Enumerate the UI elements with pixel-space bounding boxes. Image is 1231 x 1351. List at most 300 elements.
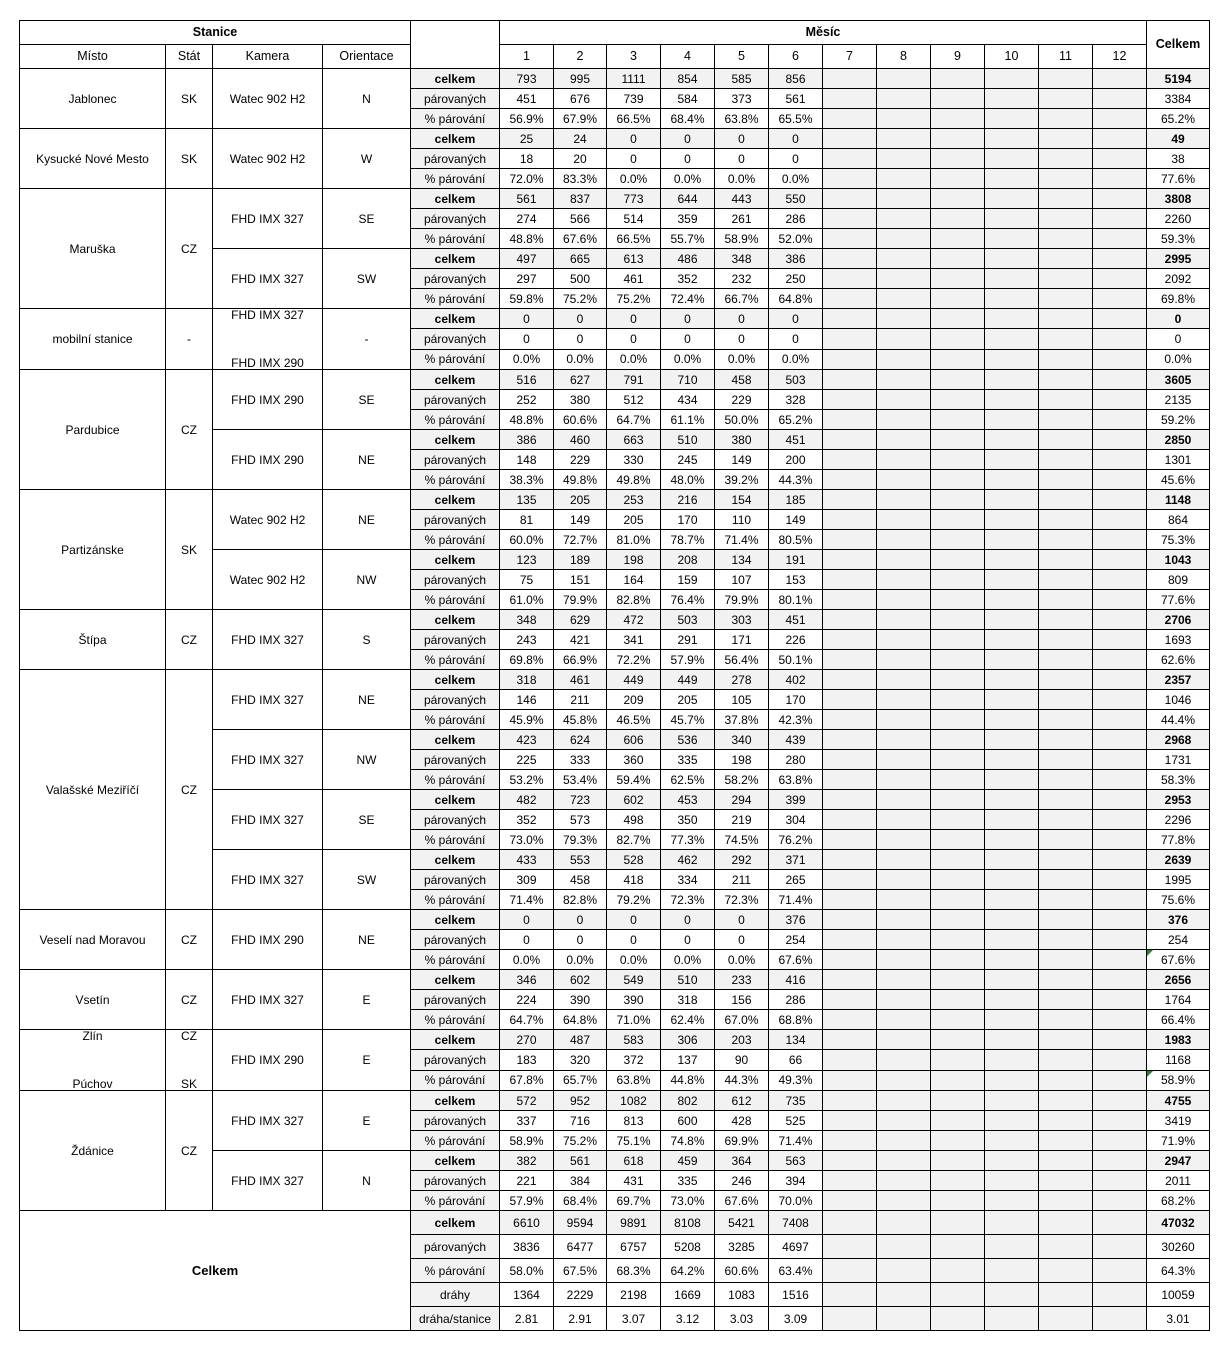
value-cell: 78.7% (661, 530, 715, 550)
month-header-2: 2 (554, 45, 607, 69)
empty-month-cell (823, 109, 877, 129)
empty-month-cell (1093, 1010, 1147, 1030)
empty-month-cell (1039, 570, 1093, 590)
value-cell: 802 (661, 1091, 715, 1111)
row-total: 1693 (1147, 630, 1210, 650)
value-cell: 49.3% (769, 1070, 823, 1090)
value-cell: 24 (554, 129, 607, 149)
value-cell: 318 (661, 990, 715, 1010)
empty-month-cell (877, 269, 931, 289)
value-cell: 71.4% (769, 890, 823, 910)
value-cell: 148 (500, 450, 554, 470)
value-cell: 0 (500, 309, 554, 329)
empty-month-cell (877, 1171, 931, 1191)
empty-month-cell (877, 630, 931, 650)
empty-month-cell (1039, 1283, 1093, 1307)
empty-month-cell (985, 490, 1039, 510)
value-cell: 253 (607, 490, 661, 510)
orientation-cell: SW (323, 850, 411, 910)
value-cell: 67.6% (554, 229, 607, 249)
value-cell: 453 (661, 790, 715, 810)
value-cell: 66.5% (607, 109, 661, 129)
value-cell: 67.6% (769, 950, 823, 970)
empty-month-cell (1039, 129, 1093, 149)
value-cell: 0.0% (769, 349, 823, 369)
value-cell: 352 (500, 810, 554, 830)
value-cell: 252 (500, 390, 554, 410)
empty-month-cell (985, 650, 1039, 670)
empty-month-cell (1039, 370, 1093, 390)
row-label: % párování (411, 1259, 500, 1283)
value-cell: 304 (769, 810, 823, 830)
empty-month-cell (985, 510, 1039, 530)
empty-month-cell (931, 570, 985, 590)
empty-month-cell (823, 990, 877, 1010)
empty-month-cell (823, 850, 877, 870)
value-cell: 676 (554, 89, 607, 109)
empty-month-cell (985, 430, 1039, 450)
empty-month-cell (985, 1171, 1039, 1191)
row-total: 2953 (1147, 790, 1210, 810)
camera-name: FHD IMX 327 (231, 692, 304, 707)
empty-month-cell (931, 470, 985, 490)
empty-month-cell (823, 149, 877, 169)
value-cell: 170 (661, 510, 715, 530)
empty-month-cell (1039, 850, 1093, 870)
empty-month-cell (1039, 450, 1093, 470)
value-cell: 221 (500, 1171, 554, 1191)
value-cell: 79.9% (554, 590, 607, 610)
empty-month-cell (877, 390, 931, 410)
empty-month-cell (931, 109, 985, 129)
value-cell: 550 (769, 189, 823, 209)
value-cell: 286 (769, 209, 823, 229)
value-cell: 376 (769, 910, 823, 930)
value-cell: 50.1% (769, 650, 823, 670)
value-cell: 618 (607, 1151, 661, 1171)
empty-month-cell (1093, 750, 1147, 770)
value-cell: 0 (769, 129, 823, 149)
row-total: 376 (1147, 910, 1210, 930)
row-total: 75.3% (1147, 530, 1210, 550)
row-label: párovaných (411, 329, 500, 349)
value-cell: 503 (661, 610, 715, 630)
camera-cell (213, 69, 323, 129)
value-cell: 421 (554, 630, 607, 650)
value-cell: 79.2% (607, 890, 661, 910)
empty-month-cell (1093, 530, 1147, 550)
camera-cell (213, 1030, 323, 1091)
value-cell: 380 (715, 430, 769, 450)
empty-month-cell (823, 930, 877, 950)
value-cell: 70.0% (769, 1191, 823, 1211)
value-cell: 585 (715, 69, 769, 89)
empty-month-cell (931, 770, 985, 790)
station-place: Ždánice (71, 1143, 114, 1158)
row-label: % párování (411, 770, 500, 790)
value-cell: 71.0% (607, 1010, 661, 1030)
empty-month-cell (985, 450, 1039, 470)
table-row (20, 1030, 1210, 1050)
empty-month-cell (1039, 950, 1093, 970)
camera-cell (213, 970, 323, 1030)
empty-month-cell (877, 1070, 931, 1090)
station-place-cell (20, 910, 166, 970)
empty-month-cell (823, 129, 877, 149)
value-cell: 49.8% (554, 470, 607, 490)
empty-month-cell (985, 1307, 1039, 1331)
value-cell: 451 (500, 89, 554, 109)
empty-month-cell (931, 670, 985, 690)
value-cell: 229 (715, 390, 769, 410)
empty-month-cell (877, 229, 931, 249)
station-place: mobilní stanice (52, 332, 133, 346)
value-cell: 65.5% (769, 109, 823, 129)
row-total: 5194 (1147, 69, 1210, 89)
value-cell: 80.1% (769, 590, 823, 610)
empty-month-cell (1093, 69, 1147, 89)
celkem-header: Celkem (1147, 21, 1210, 69)
value-cell: 77.3% (661, 830, 715, 850)
empty-month-cell (877, 1010, 931, 1030)
empty-month-cell (877, 329, 931, 349)
empty-month-cell (823, 790, 877, 810)
empty-month-cell (823, 570, 877, 590)
total-value-cell: 9594 (554, 1211, 607, 1235)
value-cell: 394 (769, 1171, 823, 1191)
empty-month-cell (985, 109, 1039, 129)
value-cell: 306 (661, 1030, 715, 1050)
value-cell: 472 (607, 610, 661, 630)
value-cell: 49.8% (607, 470, 661, 490)
empty-month-cell (877, 309, 931, 329)
empty-month-cell (931, 410, 985, 430)
value-cell: 69.8% (500, 650, 554, 670)
empty-month-cell (823, 1171, 877, 1191)
orientation-cell: NE (323, 490, 411, 550)
empty-month-cell (823, 370, 877, 390)
value-cell: 149 (715, 450, 769, 470)
empty-month-cell (931, 630, 985, 650)
station-country-cell (166, 1091, 213, 1211)
empty-month-cell (823, 1050, 877, 1070)
value-cell: 0.0% (769, 169, 823, 189)
empty-month-cell (877, 1091, 931, 1111)
empty-month-cell (985, 1235, 1039, 1259)
camera-name-2: FHD IMX 290 (231, 356, 304, 370)
empty-month-cell (1093, 710, 1147, 730)
empty-month-cell (1093, 1259, 1147, 1283)
empty-month-cell (985, 530, 1039, 550)
stations-table (19, 20, 1210, 1331)
station-country: CZ (181, 992, 197, 1007)
value-cell: 66.7% (715, 289, 769, 309)
value-cell: 418 (607, 870, 661, 890)
total-value-cell: 5421 (715, 1211, 769, 1235)
empty-month-cell (1093, 990, 1147, 1010)
value-cell: 48.8% (500, 410, 554, 430)
value-cell: 330 (607, 450, 661, 470)
orientation-cell: S (323, 610, 411, 670)
value-cell: 451 (769, 610, 823, 630)
empty-month-cell (931, 349, 985, 369)
table-row (20, 610, 1210, 630)
empty-month-cell (985, 670, 1039, 690)
empty-month-cell (877, 370, 931, 390)
station-place: Kysucké Nové Mesto (36, 151, 149, 166)
camera-cell (213, 550, 323, 610)
value-cell: 613 (607, 249, 661, 269)
value-cell: 62.5% (661, 770, 715, 790)
empty-month-cell (931, 329, 985, 349)
empty-month-cell (1093, 590, 1147, 610)
empty-month-cell (1039, 790, 1093, 810)
empty-month-cell (877, 1191, 931, 1211)
value-cell: 73.0% (500, 830, 554, 850)
orientation-cell: NW (323, 550, 411, 610)
empty-month-cell (1039, 550, 1093, 570)
value-cell: 458 (554, 870, 607, 890)
camera-cell (213, 850, 323, 910)
orientation-cell: E (323, 970, 411, 1030)
value-cell: 68.4% (554, 1191, 607, 1211)
value-cell: 0.0% (661, 169, 715, 189)
value-cell: 624 (554, 730, 607, 750)
value-cell: 76.2% (769, 830, 823, 850)
empty-month-cell (1093, 1191, 1147, 1211)
value-cell: 208 (661, 550, 715, 570)
value-cell: 69.9% (715, 1131, 769, 1151)
empty-month-cell (823, 1151, 877, 1171)
value-cell: 245 (661, 450, 715, 470)
value-cell: 149 (554, 510, 607, 530)
empty-month-cell (823, 910, 877, 930)
station-place-cell (20, 1030, 166, 1091)
value-cell: 226 (769, 630, 823, 650)
month-header-1: 1 (500, 45, 554, 69)
empty-month-cell (985, 69, 1039, 89)
empty-month-cell (1039, 1030, 1093, 1050)
empty-month-cell (1039, 209, 1093, 229)
row-label: celkem (411, 1151, 500, 1171)
empty-month-cell (1093, 1070, 1147, 1090)
empty-month-cell (931, 970, 985, 990)
value-cell: 153 (769, 570, 823, 590)
camera-cell (213, 730, 323, 790)
value-cell: 584 (661, 89, 715, 109)
row-label: párovaných (411, 570, 500, 590)
empty-month-cell (877, 249, 931, 269)
orientation-cell: SE (323, 370, 411, 430)
value-cell: 0 (500, 930, 554, 950)
value-cell: 164 (607, 570, 661, 590)
value-cell: 525 (769, 1111, 823, 1131)
value-cell: 0.0% (661, 349, 715, 369)
empty-month-cell (1093, 1050, 1147, 1070)
row-label: párovaných (411, 149, 500, 169)
total-value-cell: 3.03 (715, 1307, 769, 1331)
value-cell: 0 (554, 910, 607, 930)
row-total: 77.6% (1147, 169, 1210, 189)
empty-month-cell (877, 410, 931, 430)
station-place: Maruška (69, 241, 116, 256)
camera-name: Watec 902 H2 (229, 151, 306, 166)
value-cell: 82.7% (607, 830, 661, 850)
row-total: 38 (1147, 149, 1210, 169)
value-cell: 0.0% (554, 349, 607, 369)
value-cell: 854 (661, 69, 715, 89)
value-cell: 360 (607, 750, 661, 770)
value-cell: 528 (607, 850, 661, 870)
value-cell: 739 (607, 89, 661, 109)
row-total: 2296 (1147, 810, 1210, 830)
camera-name: FHD IMX 327 (231, 308, 304, 322)
empty-month-cell (1039, 510, 1093, 530)
value-cell: 813 (607, 1111, 661, 1131)
empty-month-cell (1093, 850, 1147, 870)
row-total: 1168 (1147, 1050, 1210, 1070)
column-header-3: Orientace (323, 45, 411, 69)
value-cell: 156 (715, 990, 769, 1010)
total-value-cell: 2229 (554, 1283, 607, 1307)
row-total: 44.4% (1147, 710, 1210, 730)
empty-month-cell (823, 670, 877, 690)
empty-month-cell (1039, 1131, 1093, 1151)
empty-month-cell (877, 430, 931, 450)
value-cell: 62.4% (661, 1010, 715, 1030)
empty-month-cell (931, 710, 985, 730)
empty-month-cell (931, 890, 985, 910)
empty-month-cell (931, 550, 985, 570)
row-label: párovaných (411, 1111, 500, 1131)
value-cell: 69.7% (607, 1191, 661, 1211)
value-cell: 198 (715, 750, 769, 770)
empty-month-cell (1039, 329, 1093, 349)
value-cell: 183 (500, 1050, 554, 1070)
value-cell: 561 (769, 89, 823, 109)
station-country-cell (166, 970, 213, 1030)
row-label: % párování (411, 590, 500, 610)
empty-month-cell (823, 830, 877, 850)
value-cell: 627 (554, 370, 607, 390)
empty-month-cell (985, 1131, 1039, 1151)
row-total: 2092 (1147, 269, 1210, 289)
empty-month-cell (985, 129, 1039, 149)
empty-month-cell (823, 630, 877, 650)
total-value-cell: 6477 (554, 1235, 607, 1259)
table-row (20, 670, 1210, 690)
empty-month-cell (985, 990, 1039, 1010)
value-cell: 723 (554, 790, 607, 810)
row-label: celkem (411, 790, 500, 810)
value-cell: 334 (661, 870, 715, 890)
empty-month-cell (985, 1283, 1039, 1307)
row-total: 2357 (1147, 670, 1210, 690)
empty-month-cell (823, 810, 877, 830)
month-header-6: 6 (769, 45, 823, 69)
value-cell: 63.8% (715, 109, 769, 129)
row-total: 2011 (1147, 1171, 1210, 1191)
empty-month-cell (985, 630, 1039, 650)
row-label: % párování (411, 1070, 500, 1090)
empty-month-cell (931, 209, 985, 229)
empty-month-cell (985, 1030, 1039, 1050)
empty-month-cell (823, 1235, 877, 1259)
empty-month-cell (877, 810, 931, 830)
empty-month-cell (877, 910, 931, 930)
empty-month-cell (931, 1070, 985, 1090)
value-cell: 460 (554, 430, 607, 450)
empty-month-cell (877, 970, 931, 990)
empty-month-cell (1093, 490, 1147, 510)
value-cell: 232 (715, 269, 769, 289)
empty-month-cell (877, 570, 931, 590)
empty-month-cell (823, 870, 877, 890)
row-label: párovaných (411, 1171, 500, 1191)
orientation-cell: E (323, 1030, 411, 1091)
value-cell: 791 (607, 370, 661, 390)
camera-name: FHD IMX 327 (231, 872, 304, 887)
value-cell: 211 (554, 690, 607, 710)
row-label: % párování (411, 1010, 500, 1030)
value-cell: 68.8% (769, 1010, 823, 1030)
value-cell: 83.3% (554, 169, 607, 189)
row-label: celkem (411, 970, 500, 990)
empty-month-cell (1093, 1111, 1147, 1131)
value-cell: 52.0% (769, 229, 823, 249)
row-label: % párování (411, 830, 500, 850)
value-cell: 364 (715, 1151, 769, 1171)
empty-month-cell (877, 1151, 931, 1171)
value-cell: 428 (715, 1111, 769, 1131)
empty-month-cell (823, 770, 877, 790)
value-cell: 74.5% (715, 830, 769, 850)
empty-month-cell (877, 169, 931, 189)
value-cell: 71.4% (715, 530, 769, 550)
value-cell: 59.4% (607, 770, 661, 790)
value-cell: 773 (607, 189, 661, 209)
empty-month-cell (985, 229, 1039, 249)
empty-month-cell (1039, 349, 1093, 369)
empty-month-cell (823, 510, 877, 530)
empty-month-cell (1093, 129, 1147, 149)
month-header-9: 9 (931, 45, 985, 69)
value-cell: 61.1% (661, 410, 715, 430)
row-total: 2706 (1147, 610, 1210, 630)
orientation-cell: NW (323, 730, 411, 790)
empty-month-cell (823, 390, 877, 410)
empty-month-cell (985, 890, 1039, 910)
total-value-cell: 58.0% (500, 1259, 554, 1283)
value-cell: 0 (607, 149, 661, 169)
empty-month-cell (1039, 610, 1093, 630)
value-cell: 665 (554, 249, 607, 269)
empty-month-cell (1093, 1030, 1147, 1050)
value-cell: 135 (500, 490, 554, 510)
empty-month-cell (1093, 910, 1147, 930)
empty-month-cell (931, 1091, 985, 1111)
row-total: 2995 (1147, 249, 1210, 269)
grand-total-cell: 3.01 (1147, 1307, 1210, 1331)
empty-month-cell (931, 69, 985, 89)
value-cell: 372 (607, 1050, 661, 1070)
station-place: Partizánske (61, 542, 124, 557)
empty-month-cell (1093, 229, 1147, 249)
row-label: párovaných (411, 269, 500, 289)
value-cell: 209 (607, 690, 661, 710)
empty-month-cell (877, 610, 931, 630)
empty-month-cell (931, 530, 985, 550)
